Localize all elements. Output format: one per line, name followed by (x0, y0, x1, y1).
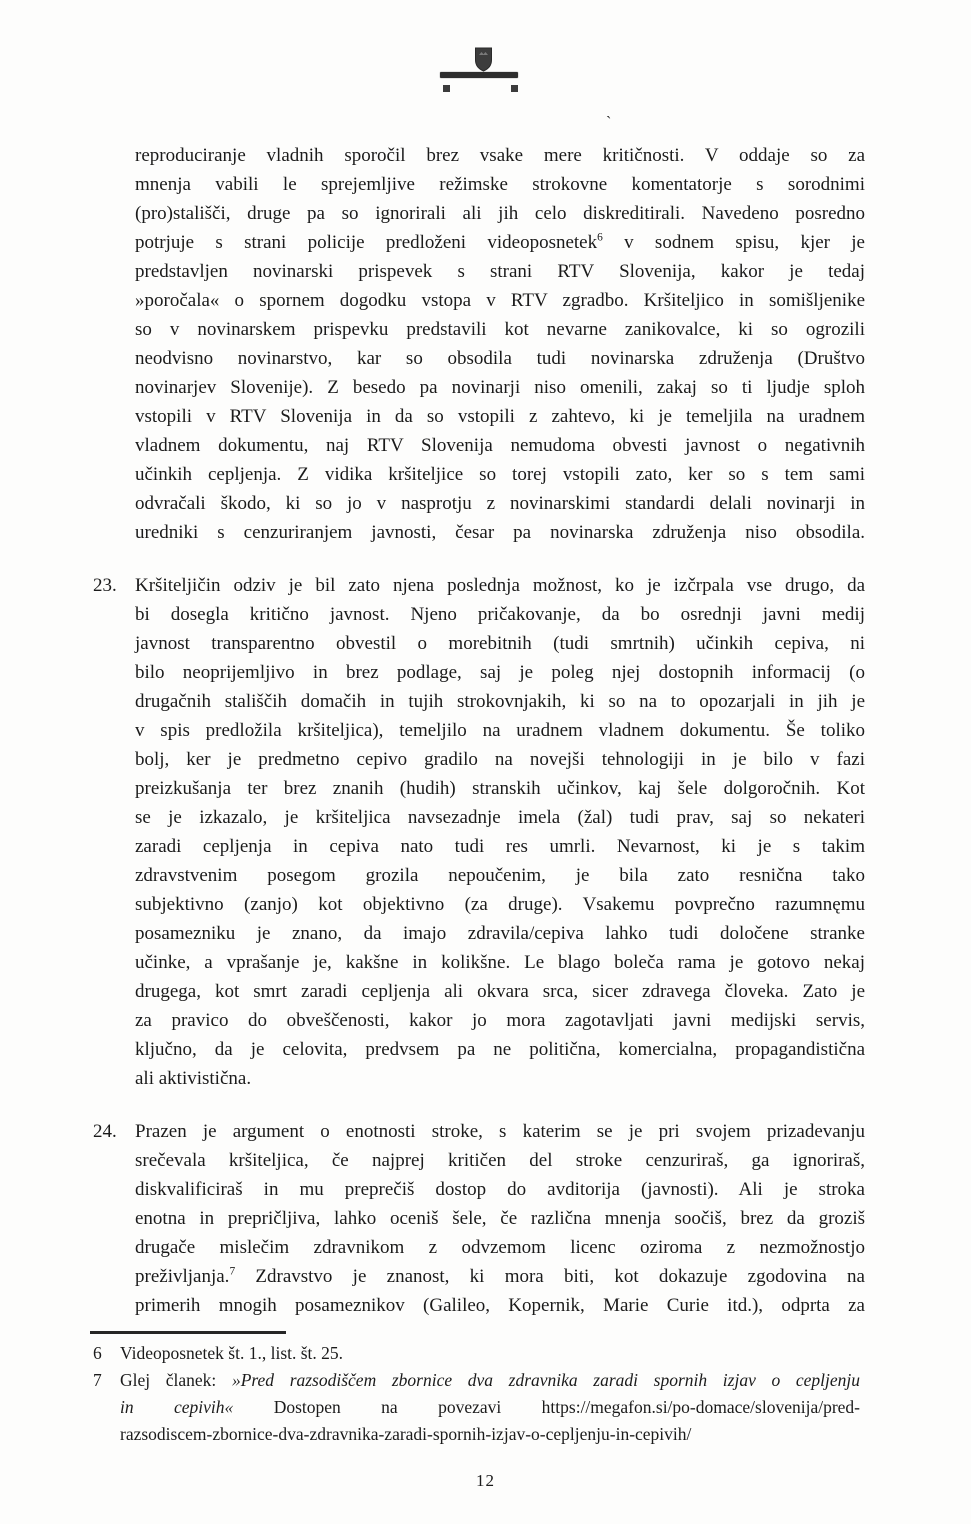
coat-of-arms-icon (474, 47, 493, 72)
text-line: subjektivno (zanjo) kot objektivno (za druge). Vsakemu povprečno razumnęmu (135, 894, 865, 915)
footnote-6 (93, 1340, 860, 1367)
text-line: javnost transparentno obvestil o morebitnih (tudi smrtnih) učinkih cepiva, ni (135, 633, 865, 654)
text-line: ali aktivistična. (135, 1068, 252, 1089)
footnote-ref-6: 6 (597, 231, 603, 244)
text-line: (pro)stališči, druge pa so ignorirali ali jih celo diskreditirali. Navedeno posredno (135, 203, 865, 224)
letterhead-mark-left (443, 85, 450, 92)
footnote-marker: 6 (93, 1343, 102, 1363)
text-line: predstavljen novinarski prispevek s strani RTV Slovenija, kakor je tedaj (135, 261, 865, 282)
scan-artifact-mark: ` (606, 114, 612, 131)
text-line: enotna in prepričljiva, lahko oceniš šele, če različna mnenja soočiš, brez da groziš (135, 1208, 865, 1229)
footnote-text (120, 1367, 860, 1394)
footnote-ref-7: 7 (229, 1265, 236, 1278)
page-number: 12 (476, 1471, 495, 1490)
letterhead-mark-right (511, 85, 518, 92)
paragraph-23 (93, 571, 865, 1093)
footnote-marker: 7 (93, 1370, 102, 1390)
paragraph-24 (93, 1117, 865, 1320)
text-segment: v sodnem spisu, kjer je (602, 232, 865, 253)
text-segment: Glej članek: (120, 1370, 232, 1390)
text-line: zdravstvenim posegom grozila nepoučenim, je bila zato resnična tako (135, 865, 865, 886)
footnote-url: razsodiscem-zbornice-dva-zdravnika-zaradi-spornih-izjav-o-cepljenju-in-cepivih/ (120, 1424, 692, 1444)
text-line: bolj, ker je predmetno cepivo gradilo na novejši tehnologiji in je bilo v fazi (135, 749, 865, 770)
footnotes-section (93, 1340, 860, 1448)
text-line: odvračali škodo, ki so jo v nasprotju z novinarskimi standardi delali novinarji in (135, 493, 865, 514)
text-line (135, 228, 865, 257)
text-line: preizkušanja ter brez znanih (hudih) stranskih učinkov, kaj šele dolgoročnih. Kot (135, 778, 865, 799)
text-line: neodvisno novinarstvo, kar so obsodila tudi novinarska združenja (Društvo (135, 348, 865, 369)
text-line: se je izkazalo, je kršiteljica navsezadnje imela (žal) tudi prav, saj so nekateri (135, 807, 865, 828)
text-segment: preživljanja. (135, 1266, 230, 1287)
text-line: Kršiteljičin odziv je bil zato njena poslednja možnost, ko je izčrpala vse drugo, da (135, 575, 865, 596)
text-line: uredniki s cenzuriranjem javnosti, česar pa novinarska združenja niso obsodila. (135, 522, 865, 543)
paragraph-number: 24. (93, 1121, 117, 1142)
text-line (135, 1262, 865, 1291)
paragraph-number: 23. (93, 575, 117, 596)
footnote-text: Videoposnetek št. 1., list. št. 25. (120, 1343, 344, 1363)
text-line: primerih mnogih posameznikov (Galileo, Kopernik, Marie Curie itd.), odprta za (135, 1295, 865, 1316)
text-line: drugega, kot smrt zaradi cepljenja ali okvara srca, sicer zdravega človeka. Zato je (135, 981, 865, 1002)
footnote-text (120, 1394, 860, 1421)
text-line: so v novinarskem prispevku predstavili kot nevarne zanikovalce, ki so ogrozili (135, 319, 865, 340)
text-segment: Zdravstvo je znanost, ki mora biti, kot dokazuje zgodovina na (235, 1266, 865, 1287)
text-line: bi dosegla kritično javnost. Njeno pričakovanje, da bo osrednji javni medij (135, 604, 865, 625)
article-title-segment: in cepivih« (120, 1397, 234, 1417)
text-line: učinke, a vprašanje je, kakšne in kolikšne. Le blago boleča rama je gotovo nekaj (135, 952, 865, 973)
text-line: v spis predložila kršiteljica), temeljilo na uradnem vladnem dokumentu. Še toliko (135, 720, 865, 741)
text-line: »poročala« o spornem dogodku vstopa v RTV zgradbo. Kršiteljico in somišljenike (135, 290, 865, 311)
text-line: ključno, da je celovita, predvsem pa ne politična, komercialna, propagandistična (135, 1039, 865, 1060)
text-line: srečevala kršiteljica, če najprej kritičen del stroke cenzuriraš, ga ignoriraš, (135, 1150, 865, 1171)
text-line: reproduciranje vladnih sporočil brez vsake mere kritičnosti. V oddaje so za (135, 145, 865, 166)
paragraph-continuation (135, 141, 865, 547)
text-line: novinarjev Slovenije). Z besedo pa novinarji niso omenili, zakaj so ti ljudje sploh (135, 377, 865, 398)
text-line: za pravico do obveščenosti, kakor jo mora zagotavljati javni medijski servis, (135, 1010, 865, 1031)
text-line: diskvalificiraš in mu preprečiš dostop do avditorija (javnosti). Ali je stroka (135, 1179, 865, 1200)
text-line: drugačnih stališčih domačih in tujih strokovnjakih, ki so na to opozarjali in jih je (135, 691, 865, 712)
text-line: drugače mislečim zdravnikom z odvzemom licenc oziroma z nezmožnostjo (135, 1237, 865, 1258)
letterhead-title-bar (440, 72, 518, 78)
text-segment: potrjuje s strani policije predloženi videoposnetek (135, 232, 598, 253)
text-line: posamezniku je znano, da imajo zdravila/cepiva lahko tudi določene stranke (135, 923, 865, 944)
text-line: mnenja vabili le sprejemljive režimske strokovne komentatorje s sorodnimi (135, 174, 865, 195)
text-line: bilo neoprijemljivo in brez podlage, saj je poleg njej dostopnih informacij (o (135, 662, 865, 683)
text-line: vladnem dokumentu, naj RTV Slovenija nemudoma obvesti javnost o negativnih (135, 435, 865, 456)
footnote-separator-rule (90, 1331, 286, 1334)
article-title-segment: »Pred razsodiščem zbornice dva zdravnika zaradi spornih izjav o cepljenju (231, 1370, 861, 1390)
text-line: zaradi cepljenja in cepiva nato tudi res umrli. Nevarnost, ki je s takim (135, 836, 865, 857)
text-line: Prazen je argument o enotnosti stroke, s katerim se je pri svojem prizadevanju (135, 1121, 865, 1142)
document-body (93, 141, 865, 1320)
footnote-7 (93, 1367, 860, 1448)
text-line: učinkih cepljenja. Z vidika kršiteljice so torej vstopili zato, ker so s tem sami (135, 464, 865, 485)
text-line: vstopili v RTV Slovenija in da so vstopili z zahtevo, ki je temeljila na uradnem (135, 406, 865, 427)
text-segment: Dostopen na povezavi https://megafon.si/po-domace/slovenija/pred- (233, 1397, 860, 1417)
